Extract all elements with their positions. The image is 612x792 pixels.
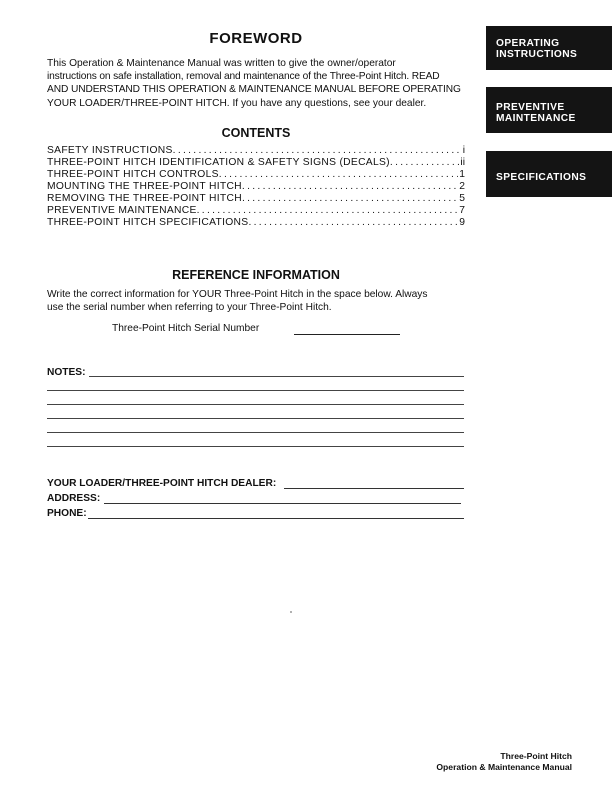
toc-item[interactable] — [47, 193, 465, 205]
dealer-field[interactable] — [284, 488, 464, 489]
toc-item[interactable] — [47, 157, 465, 169]
toc-leader — [173, 145, 462, 157]
toc-item[interactable] — [47, 205, 465, 217]
phone-field[interactable] — [88, 518, 464, 519]
toc-item[interactable] — [47, 181, 465, 193]
notes-line[interactable] — [47, 418, 464, 419]
notes-line[interactable] — [47, 432, 464, 433]
tab-specifications[interactable] — [486, 151, 612, 197]
footer — [436, 751, 572, 773]
toc-item[interactable] — [47, 169, 465, 181]
toc-leader — [219, 169, 458, 181]
dealer-label: YOUR LOADER/THREE-POINT HITCH DEALER: — [47, 478, 277, 489]
toc-leader — [242, 193, 458, 205]
foreword-paragraph — [47, 57, 465, 110]
toc-item-page: 5 — [459, 193, 465, 204]
footer-line: Operation & Maintenance Manual — [436, 762, 572, 772]
tab-label: OPERATING — [496, 38, 560, 49]
notes-line[interactable] — [47, 404, 464, 405]
notes-label: NOTES: — [47, 367, 86, 378]
toc-item-page: 7 — [459, 205, 465, 216]
phone-label: PHONE: — [47, 508, 87, 519]
table-of-contents — [47, 145, 465, 229]
toc-item[interactable] — [47, 217, 465, 229]
toc-item-page: 9 — [459, 217, 465, 228]
toc-item-page: ii — [460, 157, 465, 168]
tab-label: SPECIFICATIONS — [496, 172, 587, 183]
serial-number-label: Three-Point Hitch Serial Number — [112, 323, 260, 334]
foreword-line: This Operation & Maintenance Manual was written to give the owner/operator — [47, 58, 396, 69]
toc-item[interactable] — [47, 145, 465, 157]
toc-item-page: i — [462, 145, 465, 156]
serial-number-field[interactable] — [294, 334, 400, 335]
contents-heading: CONTENTS — [221, 126, 291, 140]
tab-preventive-maintenance[interactable] — [486, 87, 612, 133]
toc-leader — [197, 205, 459, 217]
toc-item-label: PREVENTIVE MAINTENANCE — [47, 205, 197, 216]
address-label: ADDRESS: — [47, 493, 101, 504]
notes-line[interactable] — [89, 376, 464, 377]
footer-line: Three-Point Hitch — [500, 751, 572, 761]
foreword-line: YOUR LOADER/THREE-POINT HITCH. If you have any questions, see your dealer. — [47, 97, 427, 109]
notes-line[interactable] — [47, 390, 464, 391]
toc-item-label: MOUNTING THE THREE-POINT HITCH — [47, 181, 242, 192]
toc-item-label: SAFETY INSTRUCTIONS — [47, 145, 173, 156]
address-field[interactable] — [104, 503, 461, 504]
foreword-line: AND UNDERSTAND THIS OPERATION & MAINTENANCE MANUAL BEFORE OPERATING — [47, 84, 461, 96]
reference-heading: REFERENCE INFORMATION — [172, 268, 340, 282]
toc-item-label: REMOVING THE THREE-POINT HITCH — [47, 193, 242, 204]
page-title: FOREWORD — [209, 30, 303, 47]
toc-item-label: THREE-POINT HITCH CONTROLS — [47, 169, 219, 180]
toc-item-page: 2 — [459, 181, 465, 192]
toc-leader — [242, 181, 458, 193]
reference-line: use the serial number when referring to your Three-Point Hitch. — [47, 302, 332, 314]
toc-leader — [390, 157, 460, 169]
toc-leader — [248, 217, 458, 229]
toc-item-label: THREE-POINT HITCH SPECIFICATIONS — [47, 217, 249, 228]
toc-item-label: THREE-POINT HITCH IDENTIFICATION & SAFETY SIGNS (DECALS) — [47, 157, 390, 168]
print-speck — [290, 611, 292, 613]
tab-operating-instructions[interactable] — [486, 26, 612, 70]
reference-line: Write the correct information for YOUR Three-Point Hitch in the space below. Always — [47, 289, 428, 300]
notes-line[interactable] — [47, 446, 464, 447]
foreword-line: instructions on safe installation, removal and maintenance of the Three-Point Hitch. READ — [47, 71, 440, 83]
reference-paragraph — [47, 288, 465, 314]
tab-label: INSTRUCTIONS — [496, 49, 578, 60]
toc-item-page: 1 — [459, 169, 465, 180]
tab-label: PREVENTIVE — [496, 102, 565, 113]
tab-label: MAINTENANCE — [496, 113, 576, 124]
